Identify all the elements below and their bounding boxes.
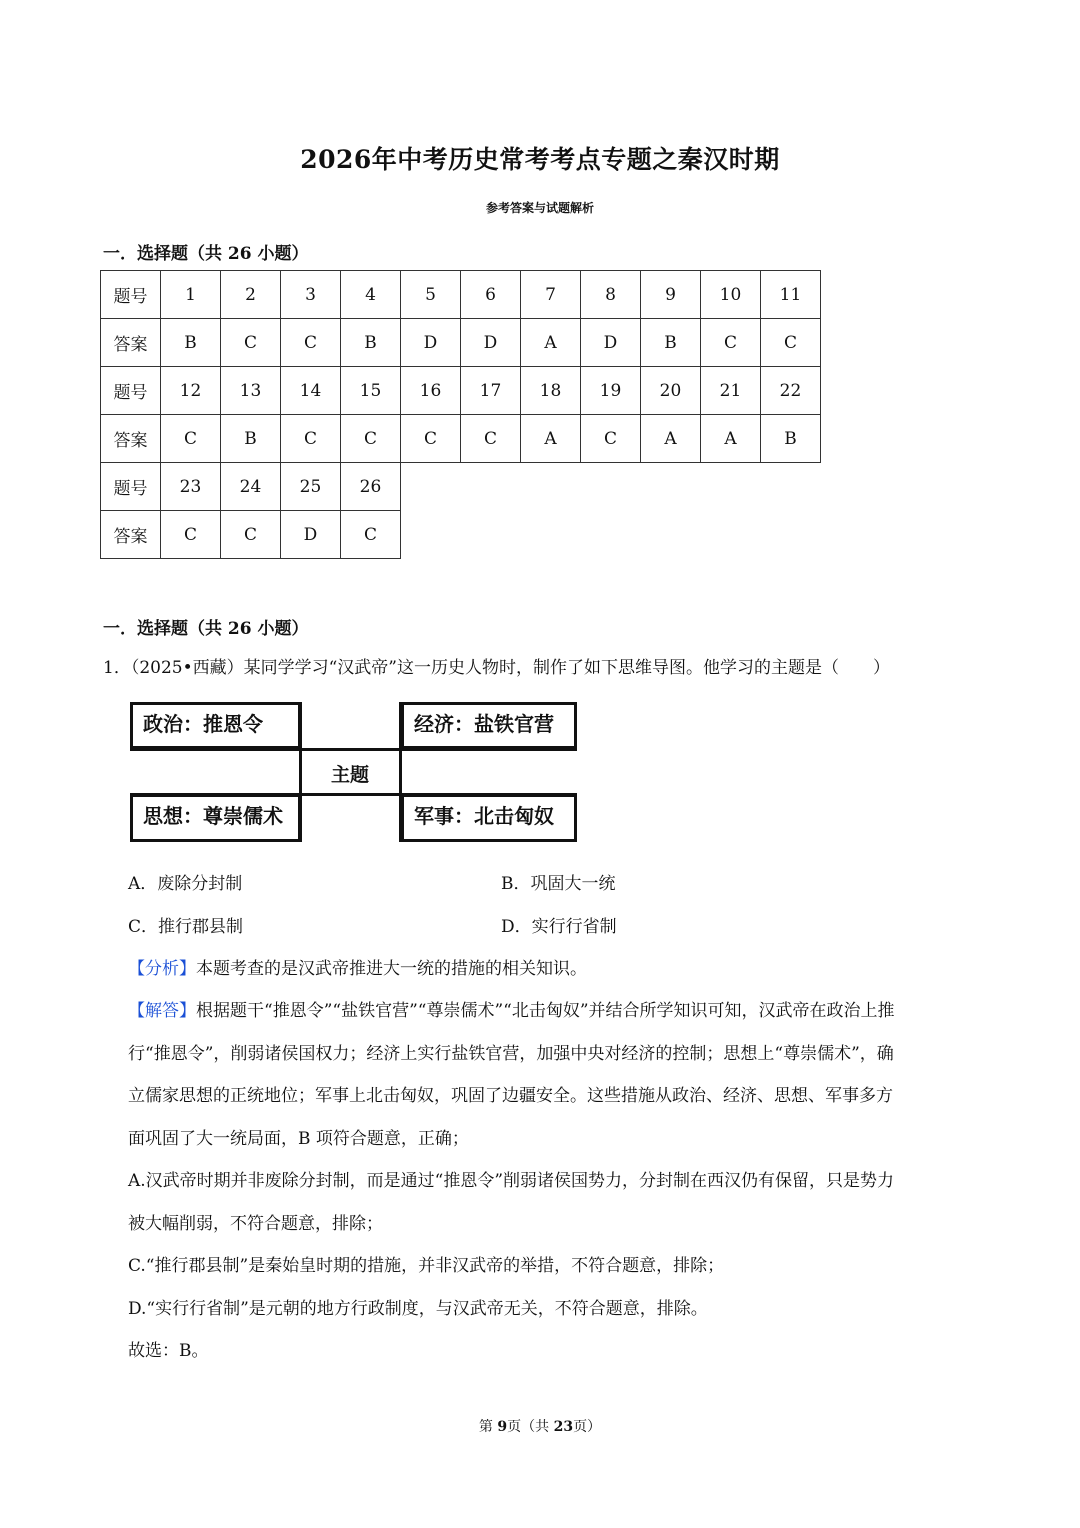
answer-line-6: 被大幅削弱，不符合题意，排除； xyxy=(128,1214,383,1234)
footer-page-number: 9 xyxy=(497,1419,508,1435)
analysis-text: 本题考查的是汉武帝推进大一统的措施的相关知识。 xyxy=(196,959,587,979)
section-heading-questions: 一．选择题（共 26 小题） xyxy=(103,619,309,639)
empty-cell xyxy=(401,463,461,511)
empty-cell xyxy=(701,463,761,511)
answer-cell: C xyxy=(281,415,341,463)
answer-cell: A xyxy=(521,319,581,367)
answer-cell: C xyxy=(161,415,221,463)
question-number: 18 xyxy=(521,367,581,415)
answer-cell: D xyxy=(581,319,641,367)
answer-line-7: C.“推行郡县制”是秦始皇时期的措施，并非汉武帝的举措，不符合题意，排除； xyxy=(128,1256,725,1276)
answer-line-8: D.“实行行省制”是元朝的地方行政制度，与汉武帝无关，不符合题意，排除。 xyxy=(128,1299,708,1319)
answer-cell: C xyxy=(221,511,281,559)
empty-cell xyxy=(581,511,641,559)
empty-cell xyxy=(461,463,521,511)
mind-map-box-thought: 思想：尊崇儒术 xyxy=(130,794,301,842)
answer-cell: B xyxy=(341,319,401,367)
empty-cell xyxy=(401,511,461,559)
answer-cell: A xyxy=(701,415,761,463)
question-number: 20 xyxy=(641,367,701,415)
table-row-numbers-1 xyxy=(101,271,821,319)
answer-cell: A xyxy=(641,415,701,463)
answer-cell: C xyxy=(461,415,521,463)
table-row-answers-1 xyxy=(101,319,821,367)
mind-map-divider-left xyxy=(299,702,302,842)
question-number: 19 xyxy=(581,367,641,415)
footer-suffix: 页） xyxy=(573,1419,602,1435)
answer-cell: D xyxy=(401,319,461,367)
footer-page-total: 23 xyxy=(553,1419,574,1435)
option-d: D．实行行省制 xyxy=(501,917,617,937)
empty-cell xyxy=(581,463,641,511)
footer-prefix: 第 xyxy=(478,1419,498,1435)
row-label: 答案 xyxy=(101,319,161,367)
answer-line-4: 面巩固了大一统局面，B 项符合题意，正确； xyxy=(128,1129,469,1149)
question-number: 22 xyxy=(761,367,821,415)
answer-line-3: 立儒家思想的正统地位；军事上北击匈奴，巩固了边疆安全。这些措施从政治、经济、思想、军事多方 xyxy=(128,1086,893,1106)
question-number: 7 xyxy=(521,271,581,319)
mind-map-center-topic: 主题 xyxy=(331,764,370,786)
analysis-tag: 【分析】 xyxy=(128,959,196,979)
mind-map-divider-right xyxy=(399,702,402,842)
empty-cell xyxy=(761,511,821,559)
mind-map-box-military: 军事：北击匈奴 xyxy=(401,794,577,842)
empty-cell xyxy=(641,463,701,511)
empty-cell xyxy=(461,511,521,559)
row-label: 答案 xyxy=(101,415,161,463)
row-label: 题号 xyxy=(101,271,161,319)
analysis-line xyxy=(128,954,587,979)
question-number: 17 xyxy=(461,367,521,415)
question-number: 16 xyxy=(401,367,461,415)
question-stem: 1．（2025•西藏）某同学学习“汉武帝”这一历史人物时，制作了如下思维导图。他学习的主题是（ ） xyxy=(103,658,890,678)
answer-text: 根据题干“推恩令”“盐铁官营”“尊崇儒术”“北击匈奴”并结合所学知识可知，汉武帝在政治上推 xyxy=(196,1001,895,1021)
mind-map-line-bottom xyxy=(130,793,577,796)
empty-cell xyxy=(761,463,821,511)
row-label: 答案 xyxy=(101,511,161,559)
question-number: 24 xyxy=(221,463,281,511)
table-row-numbers-2 xyxy=(101,367,821,415)
question-number: 26 xyxy=(341,463,401,511)
empty-cell xyxy=(641,511,701,559)
answer-cell: B xyxy=(641,319,701,367)
question-number: 9 xyxy=(641,271,701,319)
footer-middle: 页（共 xyxy=(507,1419,554,1435)
page-subtitle: 参考答案与试题解析 xyxy=(485,201,594,215)
answer-cell: A xyxy=(521,415,581,463)
question-number: 14 xyxy=(281,367,341,415)
question-number: 10 xyxy=(701,271,761,319)
answer-cell: B xyxy=(221,415,281,463)
answer-cell: D xyxy=(281,511,341,559)
question-number: 6 xyxy=(461,271,521,319)
page-title: 2026年中考历史常考考点专题之秦汉时期 xyxy=(300,145,780,174)
answer-cell: C xyxy=(341,511,401,559)
answer-cell: C xyxy=(341,415,401,463)
option-b: B．巩固大一统 xyxy=(501,874,616,894)
mind-map-box-economy: 经济：盐铁官营 xyxy=(401,702,577,749)
table-row-answers-3 xyxy=(101,511,821,559)
option-c: C．推行郡县制 xyxy=(128,917,244,937)
question-number: 1 xyxy=(161,271,221,319)
question-number: 11 xyxy=(761,271,821,319)
question-number: 15 xyxy=(341,367,401,415)
question-number: 2 xyxy=(221,271,281,319)
mind-map-line-top xyxy=(130,748,577,751)
answer-cell: B xyxy=(161,319,221,367)
question-number: 21 xyxy=(701,367,761,415)
answer-table xyxy=(100,270,821,559)
question-number: 13 xyxy=(221,367,281,415)
answer-cell: C xyxy=(701,319,761,367)
answer-cell: C xyxy=(401,415,461,463)
table-row-answers-2 xyxy=(101,415,821,463)
question-number: 8 xyxy=(581,271,641,319)
answer-cell: C xyxy=(761,319,821,367)
question-number: 4 xyxy=(341,271,401,319)
question-number: 12 xyxy=(161,367,221,415)
answer-tag: 【解答】 xyxy=(128,1001,196,1021)
answer-cell: C xyxy=(161,511,221,559)
answer-cell: D xyxy=(461,319,521,367)
question-number: 5 xyxy=(401,271,461,319)
page-footer xyxy=(0,1416,1080,1436)
row-label: 题号 xyxy=(101,463,161,511)
mind-map-box-politics: 政治：推恩令 xyxy=(130,702,301,749)
empty-cell xyxy=(521,511,581,559)
section-heading-top: 一．选择题（共 26 小题） xyxy=(103,244,309,264)
answer-line-2: 行“推恩令”，削弱诸侯国权力；经济上实行盐铁官营，加强中央对经济的控制；思想上“尊崇儒术”，确 xyxy=(128,1044,894,1064)
answer-cell: C xyxy=(281,319,341,367)
answer-line-5: A.汉武帝时期并非废除分封制，而是通过“推恩令”削弱诸侯国势力，分封制在西汉仍有保留，只是势力 xyxy=(128,1171,895,1191)
answer-cell: C xyxy=(581,415,641,463)
empty-cell xyxy=(521,463,581,511)
option-a: A．废除分封制 xyxy=(128,874,243,894)
row-label: 题号 xyxy=(101,367,161,415)
empty-cell xyxy=(701,511,761,559)
answer-line-9: 故选：B。 xyxy=(128,1341,209,1361)
answer-cell: B xyxy=(761,415,821,463)
answer-cell: C xyxy=(221,319,281,367)
question-number: 23 xyxy=(161,463,221,511)
question-number: 3 xyxy=(281,271,341,319)
answer-line-1 xyxy=(128,996,895,1021)
table-row-numbers-3 xyxy=(101,463,821,511)
question-number: 25 xyxy=(281,463,341,511)
